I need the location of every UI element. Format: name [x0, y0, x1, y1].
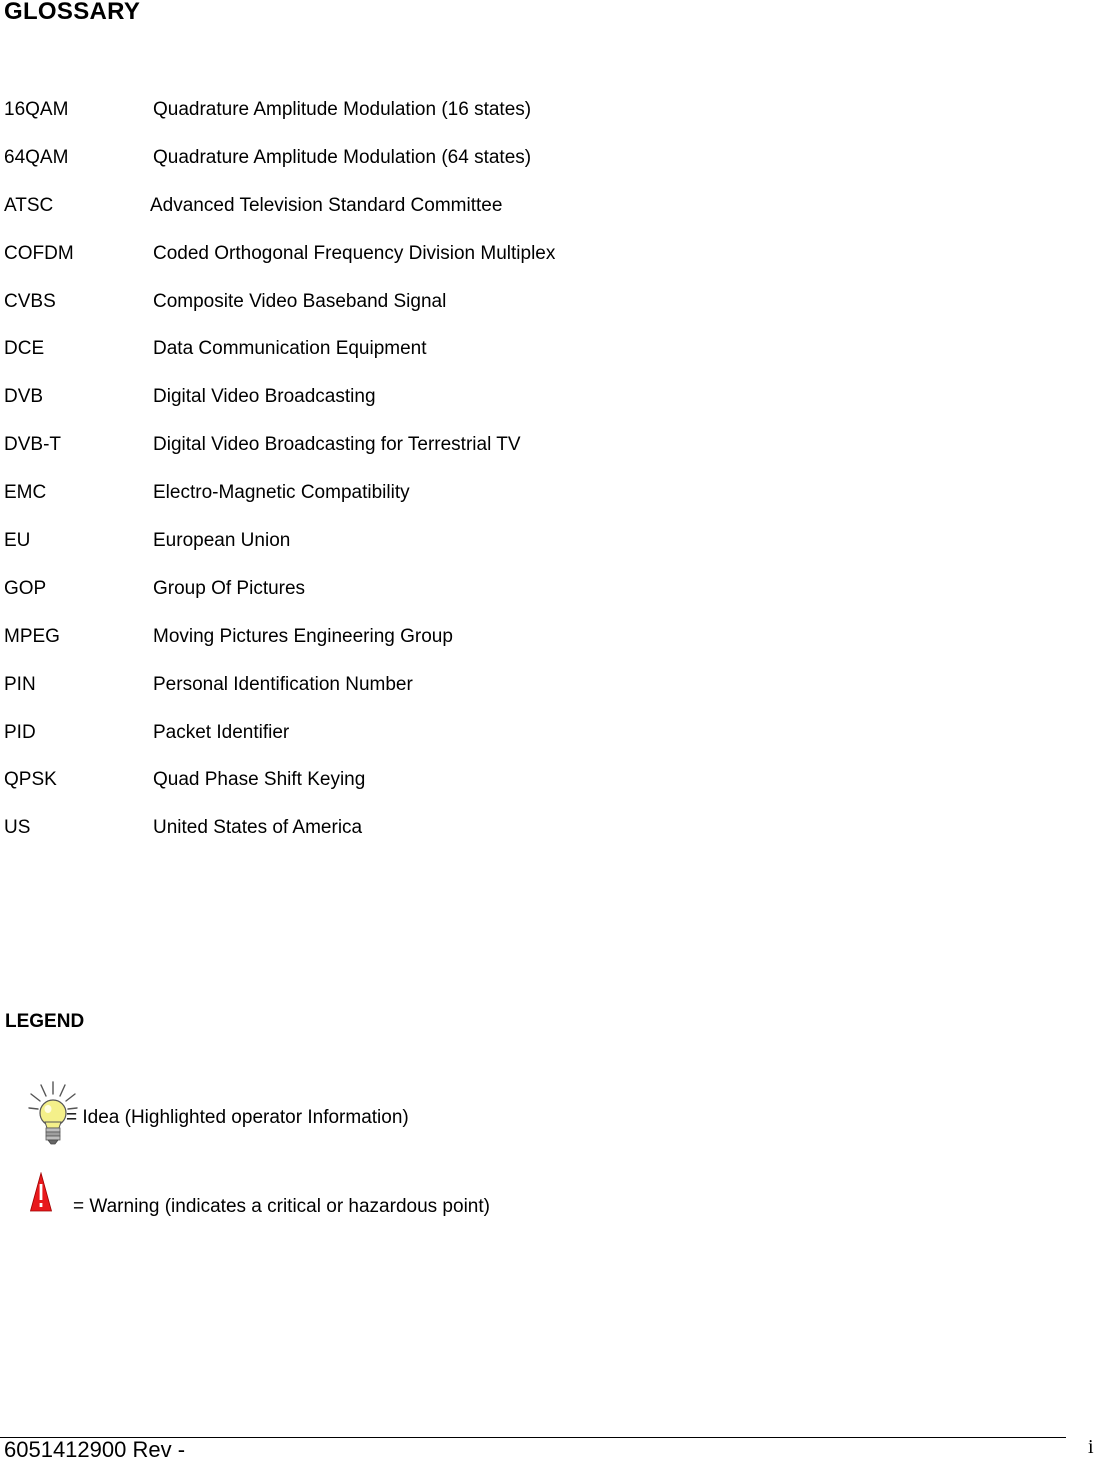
glossary-definition: Digital Video Broadcasting for Terrestrial TV: [153, 434, 521, 456]
glossary-term: CVBS: [4, 290, 56, 312]
glossary-definition: Digital Video Broadcasting: [153, 386, 376, 408]
glossary-term: EU: [4, 530, 31, 552]
glossary-term: PIN: [4, 673, 36, 695]
glossary-term: EMC: [4, 482, 47, 504]
legend-idea-label: = Idea (Highlighted operator Information): [66, 1107, 409, 1128]
glossary-definition: Quadrature Amplitude Modulation (64 states): [153, 146, 532, 168]
glossary-entry: [4, 816, 704, 864]
footer-doc-number: 6051412900 Rev -: [4, 1437, 186, 1462]
glossary-term: QPSK: [4, 769, 57, 791]
glossary-entry: [4, 625, 704, 673]
glossary-term: US: [4, 817, 31, 839]
glossary-term: PID: [4, 721, 36, 743]
glossary-entry: [4, 529, 704, 577]
glossary-entry: [4, 768, 704, 816]
glossary-definition: Electro-Magnetic Compatibility: [153, 482, 410, 504]
glossary-term: 64QAM: [4, 146, 69, 168]
glossary-entry: [4, 194, 704, 242]
glossary-term: 16QAM: [4, 99, 69, 120]
glossary-entry: [4, 433, 704, 481]
glossary-definition: Personal Identification Number: [153, 673, 413, 695]
glossary-definition: Quad Phase Shift Keying: [153, 769, 366, 791]
glossary-definition: Moving Pictures Engineering Group: [153, 625, 453, 647]
glossary-entry: [4, 577, 704, 625]
glossary-definition: Packet Identifier: [153, 721, 290, 743]
glossary-term: DVB: [4, 386, 44, 408]
glossary-definition: Data Communication Equipment: [153, 338, 427, 360]
glossary-entry: [4, 385, 704, 433]
glossary-entry: [4, 146, 704, 194]
glossary-term: GOP: [4, 577, 47, 599]
glossary-definition: Coded Orthogonal Frequency Division Multiplex: [153, 242, 556, 264]
glossary-term: DCE: [4, 338, 45, 360]
glossary-definition: Composite Video Baseband Signal: [153, 290, 447, 312]
legend-title: LEGEND: [5, 1011, 85, 1032]
glossary-term: MPEG: [4, 625, 60, 647]
glossary-entry: [4, 337, 704, 385]
glossary-definition: European Union: [153, 530, 291, 552]
legend-warning-label: = Warning (indicates a critical or hazardous point): [73, 1196, 490, 1217]
glossary-term: ATSC: [4, 194, 54, 216]
glossary-term: COFDM: [4, 242, 74, 264]
glossary-entry: [4, 481, 704, 529]
footer-page-number: i: [1088, 1436, 1094, 1458]
glossary-list: [4, 98, 704, 864]
glossary-entry: [4, 721, 704, 769]
glossary-definition: Advanced Television Standard Committee: [150, 194, 503, 216]
glossary-definition: Group Of Pictures: [153, 577, 306, 599]
glossary-entry: [4, 290, 704, 338]
glossary-entry: [4, 242, 704, 290]
glossary-term: DVB-T: [4, 434, 61, 456]
glossary-entry: [4, 98, 704, 146]
glossary-title: GLOSSARY: [4, 0, 141, 25]
glossary-entry: [4, 673, 704, 721]
glossary-definition: United States of America: [153, 817, 363, 839]
glossary-definition: Quadrature Amplitude Modulation (16 states): [153, 99, 532, 120]
warning-triangle-icon: [30, 1172, 52, 1212]
